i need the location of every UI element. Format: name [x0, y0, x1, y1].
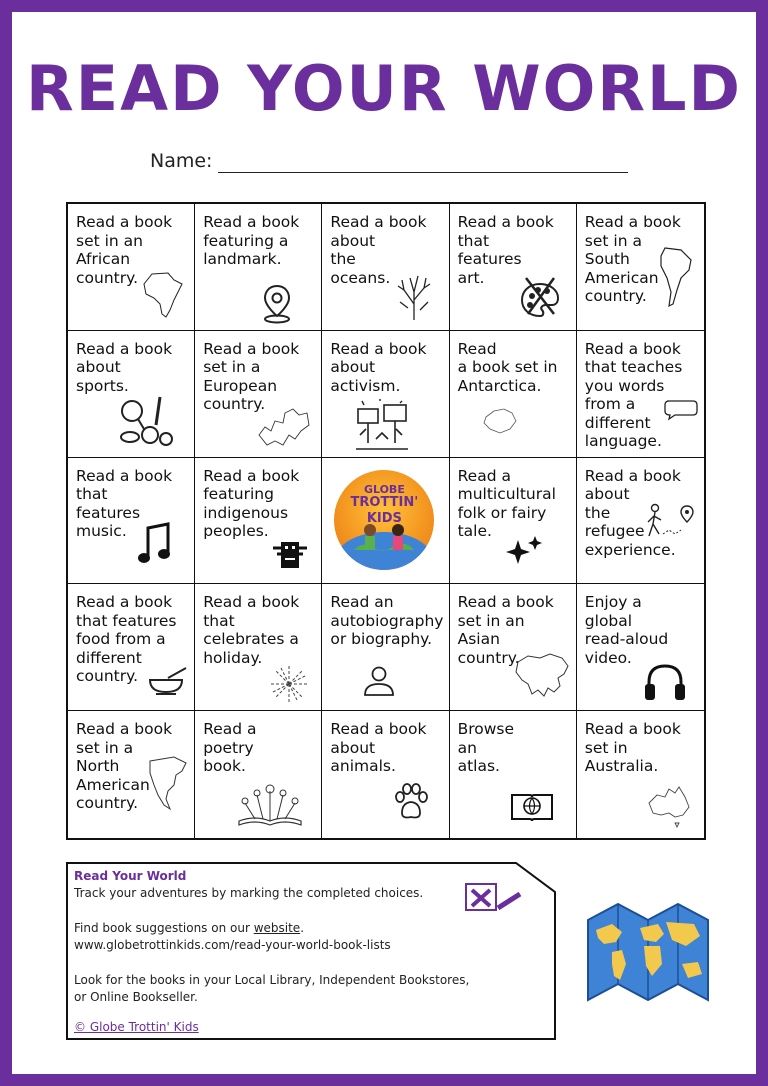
cell-text: Read a book set in an Asian country. — [457, 593, 554, 667]
check-mark-icon — [464, 880, 524, 919]
australia-map-icon — [645, 783, 691, 829]
cell-text: Read a book set in an African country. — [76, 213, 173, 287]
music-note-icon — [138, 520, 174, 566]
bingo-cell-asia[interactable] — [450, 584, 577, 711]
globe-trottin-kids-logo — [334, 470, 434, 570]
page-title: READ YOUR WORLD — [26, 52, 742, 125]
speech-bubble-icon — [663, 397, 699, 421]
bingo-cell-atlas[interactable] — [450, 711, 577, 838]
name-input-line[interactable] — [218, 172, 628, 173]
cell-text: Read a book featuring a landmark. — [203, 213, 300, 268]
cell-text: Read a book that features music. — [76, 466, 173, 541]
bingo-cell-language[interactable] — [577, 331, 704, 458]
website-link[interactable]: website — [253, 921, 301, 935]
name-label: Name: — [150, 150, 213, 172]
bingo-cell-music[interactable] — [68, 458, 195, 585]
info-look-line1: Look for the books in your Local Library, Independent Bookstores, — [74, 973, 470, 987]
sparkles-icon — [504, 534, 544, 566]
bingo-cell-landmark[interactable] — [195, 204, 322, 331]
south-america-map-icon — [659, 244, 693, 310]
cell-text: Read a book about the oceans. — [330, 213, 427, 287]
antarctica-map-icon — [480, 403, 520, 439]
walking-person-pin-icon — [645, 502, 695, 542]
bingo-cell-indigenous[interactable] — [195, 458, 322, 585]
cell-text: Read a book set in Antarctica. — [457, 339, 558, 395]
protest-signs-icon — [352, 399, 412, 451]
bingo-cell-north-america[interactable] — [68, 711, 195, 838]
paw-print-icon — [392, 783, 430, 821]
person-icon — [362, 666, 396, 696]
bingo-grid — [66, 202, 706, 840]
cell-text: Read an autobiography or biography. — [330, 593, 444, 649]
cell-text: Read a multicultural folk or fairy tale. — [457, 466, 556, 541]
info-suggest-suffix: . — [300, 921, 305, 935]
totem-icon — [273, 540, 307, 570]
bingo-cell-australia[interactable] — [577, 711, 704, 838]
bingo-cell-africa[interactable] — [68, 204, 195, 331]
cell-text: Read a book set in a North American country. — [76, 720, 173, 813]
cell-text: Read a poetry book. — [203, 720, 257, 776]
copyright-link[interactable]: © Globe Trottin' Kids — [74, 1020, 199, 1034]
cell-text: Browse an atlas. — [457, 720, 515, 776]
bingo-cell-folk-tale[interactable] — [450, 458, 577, 585]
north-america-map-icon — [146, 755, 190, 815]
bingo-cell-read-aloud[interactable] — [577, 584, 704, 711]
bowl-icon — [148, 666, 188, 696]
cell-text: Read a book set in a South American country. — [584, 213, 681, 305]
cell-text: Read a book about sports. — [76, 339, 173, 395]
info-box — [66, 862, 556, 1040]
info-suggest-line — [74, 921, 304, 935]
asia-map-icon — [514, 650, 570, 702]
cell-text: Read a book that features food from a different country. — [76, 593, 177, 686]
logo-text-kids: KIDS — [366, 510, 402, 526]
logo-text-trottin: TROTTIN' — [350, 494, 419, 510]
bingo-cell-antarctica[interactable] — [450, 331, 577, 458]
info-track-text: Track your adventures by marking the completed choices. — [74, 886, 424, 900]
bingo-cell-refugee[interactable] — [577, 458, 704, 585]
globe-book-icon — [510, 789, 554, 823]
cell-text: Enjoy a global read-aloud video. — [584, 593, 669, 667]
bingo-cell-animals[interactable] — [322, 711, 449, 838]
bingo-cell-biography[interactable] — [322, 584, 449, 711]
location-pin-icon — [259, 282, 295, 324]
cell-text: Read a book set in Australia. — [584, 720, 681, 776]
world-map-icon — [578, 880, 718, 1025]
cell-text: Read a book set in a European country. — [203, 339, 300, 414]
bingo-cell-poetry[interactable] — [195, 711, 322, 838]
cell-text: Read a book that celebrates a holiday. — [203, 593, 300, 667]
bingo-cell-food[interactable] — [68, 584, 195, 711]
africa-map-icon — [140, 270, 186, 320]
info-suggest-prefix: Find book suggestions on our — [74, 921, 254, 935]
bingo-cell-logo — [322, 458, 449, 585]
bingo-cell-south-america[interactable] — [577, 204, 704, 331]
sports-balls-icon — [118, 395, 174, 447]
info-url: www.globetrottinkids.com/read-your-world-book-lists — [74, 938, 391, 952]
cell-text: Read a book about the refugee experience. — [584, 466, 681, 559]
cell-text: Read a book that teaches you words from a different language. — [584, 339, 683, 451]
cell-text: Read a book about animals. — [330, 720, 427, 776]
cell-text: Read a book featuring indigenous peoples. — [203, 466, 300, 541]
cell-text: Read a book about activism. — [330, 339, 427, 395]
bingo-cell-europe[interactable] — [195, 331, 322, 458]
europe-map-icon — [255, 405, 313, 449]
bingo-cell-oceans[interactable] — [322, 204, 449, 331]
cell-text: Read a book that features art. — [457, 213, 554, 287]
headphones-icon — [643, 662, 687, 702]
info-look-line2: or Online Bookseller. — [74, 990, 198, 1004]
bingo-cell-sports[interactable] — [68, 331, 195, 458]
bingo-cell-activism[interactable] — [322, 331, 449, 458]
bingo-cell-art[interactable] — [450, 204, 577, 331]
open-book-flowers-icon — [235, 781, 305, 827]
logo-text-globe: GLOBE — [363, 482, 405, 496]
info-heading: Read Your World — [74, 869, 187, 883]
bingo-cell-holiday[interactable] — [195, 584, 322, 711]
coral-icon — [396, 272, 432, 322]
palette-brushes-icon — [516, 274, 564, 322]
firework-icon — [269, 664, 309, 704]
